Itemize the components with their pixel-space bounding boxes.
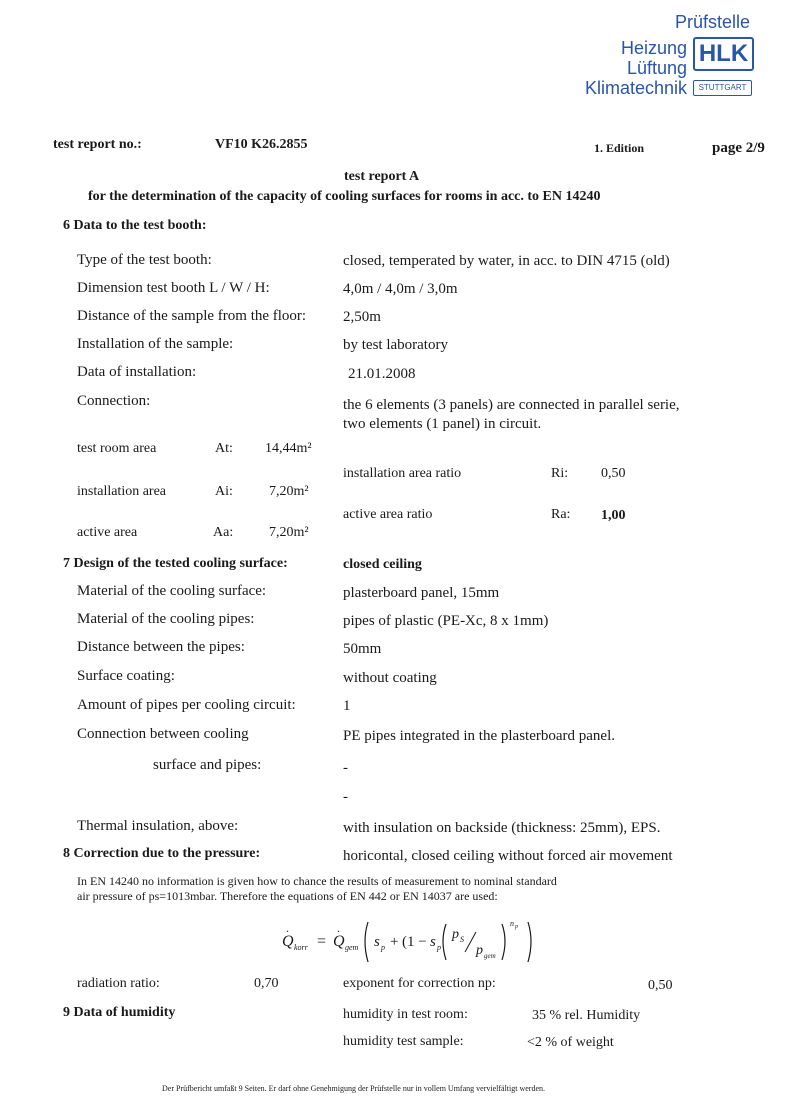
section-7-heading: 7 Design of the tested cooling surface: xyxy=(63,556,288,571)
humidity-sample-label: humidity test sample: xyxy=(343,1034,464,1049)
svg-text:gem: gem xyxy=(484,952,496,960)
svg-text:p: p xyxy=(452,927,459,942)
active-ratio-value: 1,00 xyxy=(601,508,626,523)
pipes-per-circuit-label: Amount of pipes per cooling circuit: xyxy=(77,697,296,713)
installation-area-value: 7,20m² xyxy=(269,484,309,499)
pressure-correction-formula xyxy=(280,912,555,972)
stuttgart-badge: STUTTGART xyxy=(693,80,752,96)
insulation-value: with insulation on backside (thickness: 25mm), EPS. xyxy=(343,820,661,836)
report-no: VF10 K26.2855 xyxy=(215,137,308,152)
svg-text:=: = xyxy=(317,933,327,950)
surface-pipes-dash: - xyxy=(343,760,348,776)
booth-type-value: closed, temperated by water, in acc. to DIN 4715 (old) xyxy=(343,253,670,269)
svg-text:.: . xyxy=(286,921,289,935)
insulation-label: Thermal insulation, above: xyxy=(77,818,239,834)
installation-area-symbol: Ai: xyxy=(215,484,233,499)
svg-text:.: . xyxy=(337,921,340,935)
coating-value: without coating xyxy=(343,670,437,686)
svg-text:gem: gem xyxy=(345,943,359,952)
svg-text:+: + xyxy=(390,934,399,950)
test-room-area-label: test room area xyxy=(77,441,157,456)
exponent-value: 0,50 xyxy=(648,978,673,993)
svg-text:s: s xyxy=(430,934,436,950)
humidity-room-value: 35 % rel. Humidity xyxy=(532,1008,641,1023)
active-area-value: 7,20m² xyxy=(269,525,309,540)
page-number: page 2/9 xyxy=(712,140,765,156)
humidity-sample-value: <2 % of weight xyxy=(527,1035,614,1050)
svg-text:p: p xyxy=(437,943,441,952)
radiation-ratio-value: 0,70 xyxy=(254,976,279,991)
sample-distance-value: 2,50m xyxy=(343,309,381,325)
surface-material-value: plasterboard panel, 15mm xyxy=(343,585,500,601)
connection-cooling-label: Connection between cooling xyxy=(77,726,249,742)
logo-heizung: Heizung xyxy=(620,38,687,58)
report-subtitle: for the determination of the capacity of cooling surfaces for rooms in acc. to EN 14240 xyxy=(88,189,601,204)
svg-text:korr: korr xyxy=(294,943,308,952)
test-room-area-value: 14,44m² xyxy=(265,441,312,456)
installation-area-label: installation area xyxy=(77,484,167,499)
pipe-distance-value: 50mm xyxy=(343,641,382,657)
section-8-heading: 8 Correction due to the pressure: xyxy=(63,846,261,861)
installation-ratio-symbol: Ri: xyxy=(551,466,569,481)
logo-lueftung: Lüftung xyxy=(626,58,687,78)
section-9-heading: 9 Data of humidity xyxy=(63,1005,176,1020)
extra-dash: - xyxy=(343,789,348,805)
coating-label: Surface coating: xyxy=(77,668,175,684)
connection-cooling-value: PE pipes integrated in the plasterboard panel. xyxy=(343,728,615,744)
page-footer: Der Prüfbericht umfaßt 9 Seiten. Er darf ohne Genehmigung der Prüfstelle nur in vollem Umfang vervielfältigt werden. xyxy=(162,1084,545,1093)
booth-dimension-value: 4,0m / 4,0m / 3,0m xyxy=(343,281,458,297)
svg-text:Q: Q xyxy=(333,933,345,950)
active-ratio-symbol: Ra: xyxy=(551,507,571,522)
installation-date-label: Data of installation: xyxy=(77,364,197,380)
installation-value: by test laboratory xyxy=(343,337,448,353)
pipe-material-value: pipes of plastic (PE-Xc, 8 x 1mm) xyxy=(343,613,549,629)
section-7-value: closed ceiling xyxy=(343,557,422,572)
svg-text:p: p xyxy=(381,943,385,952)
report-no-label: test report no.: xyxy=(53,137,142,152)
active-area-symbol: Aa: xyxy=(213,525,234,540)
pressure-note-line2: air pressure of ps=1013mbar. Therefore the equations of EN 442 or EN 14037 are used: xyxy=(77,889,498,903)
exponent-label: exponent for correction np: xyxy=(343,976,496,991)
active-ratio-label: active area ratio xyxy=(343,507,433,522)
test-room-area-symbol: At: xyxy=(215,441,233,456)
connection-value: the 6 elements (3 panels) are connected in parallel serie, xyxy=(343,397,680,413)
logo-pruefstelle: Prüfstelle xyxy=(674,12,750,32)
svg-text:s: s xyxy=(374,934,380,950)
pressure-note-line1: In EN 14240 no information is given how to chance the results of measurement to nominal standard xyxy=(77,874,557,888)
svg-text:(1 −: (1 − xyxy=(402,934,427,950)
svg-text:Q: Q xyxy=(282,933,294,950)
report-title: test report A xyxy=(344,169,420,184)
hlk-logo: HLK xyxy=(693,37,754,71)
surface-pipes-label: surface and pipes: xyxy=(153,757,262,773)
pipe-distance-label: Distance between the pipes: xyxy=(77,639,245,655)
svg-text:S: S xyxy=(460,935,464,944)
svg-text:p: p xyxy=(476,943,483,958)
surface-material-label: Material of the cooling surface: xyxy=(77,583,267,599)
section-8-value: horicontal, closed ceiling without forced air movement xyxy=(343,848,673,864)
connection-label: Connection: xyxy=(77,393,151,409)
pipe-material-label: Material of the cooling pipes: xyxy=(77,611,255,627)
connection-value-line2: two elements (1 panel) in circuit. xyxy=(343,416,542,432)
logo-klimatechnik: Klimatechnik xyxy=(584,78,687,98)
svg-text:p: p xyxy=(515,924,518,930)
installation-ratio-value: 0,50 xyxy=(601,466,626,481)
radiation-ratio-label: radiation ratio: xyxy=(77,976,160,991)
installation-ratio-label: installation area ratio xyxy=(343,466,462,481)
installation-date-value: 21.01.2008 xyxy=(348,366,416,382)
section-6-heading: 6 Data to the test booth: xyxy=(63,218,207,233)
humidity-room-label: humidity in test room: xyxy=(343,1007,468,1022)
svg-text:n: n xyxy=(510,919,514,928)
active-area-label: active area xyxy=(77,525,138,540)
edition: 1. Edition xyxy=(594,141,645,155)
booth-type-label: Type of the test booth: xyxy=(77,252,212,268)
booth-dimension-label: Dimension test booth L / W / H: xyxy=(77,280,270,296)
sample-distance-label: Distance of the sample from the floor: xyxy=(77,308,307,324)
installation-label: Installation of the sample: xyxy=(77,336,234,352)
pipes-per-circuit-value: 1 xyxy=(343,698,351,714)
